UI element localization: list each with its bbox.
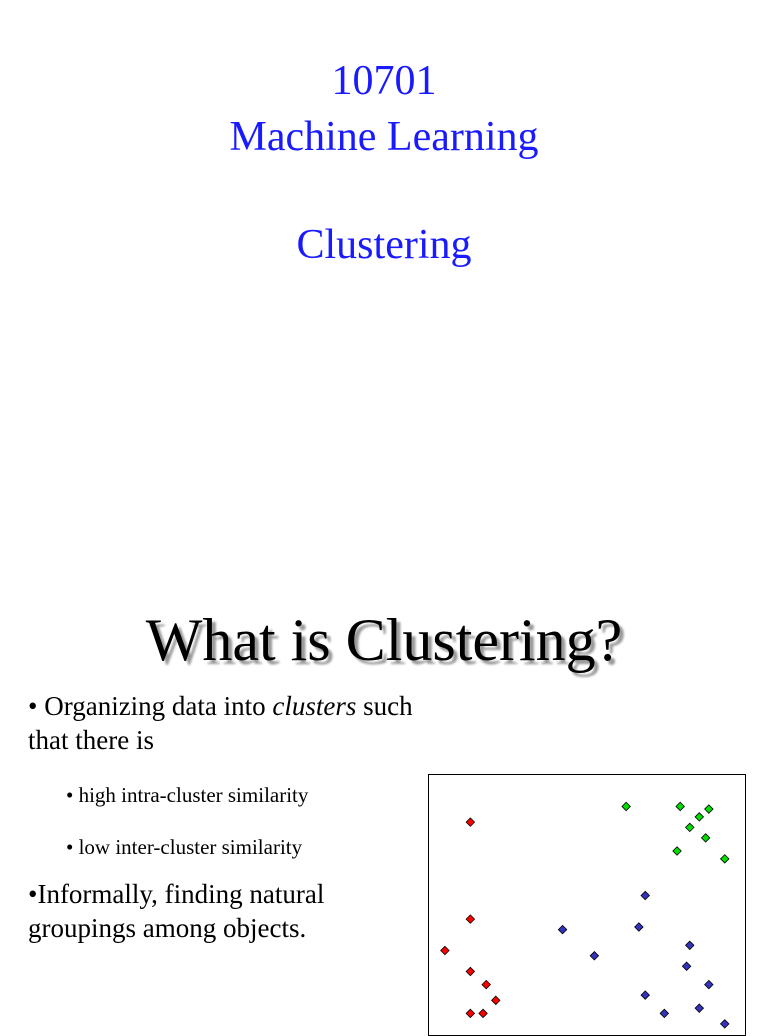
scatter-point-series2-4 xyxy=(686,941,694,949)
scatter-point-series1-6 xyxy=(673,847,681,855)
lecture-topic: Clustering xyxy=(296,222,472,268)
scatter-point-series2-5 xyxy=(682,962,690,970)
scatter-point-series1-5 xyxy=(701,834,709,842)
sub-bullet-intra-cluster: • high intra-cluster similarity xyxy=(66,783,309,807)
scatter-point-series0-5 xyxy=(492,996,500,1004)
bullet-text: • Organizing data into xyxy=(28,691,273,721)
bullet-text-continued: such that there is xyxy=(28,691,413,755)
title-slide xyxy=(0,0,768,512)
scatter-point-series2-7 xyxy=(641,991,649,999)
scatter-plot-canvas xyxy=(429,775,746,1036)
scatter-point-series0-2 xyxy=(441,946,449,954)
scatter-point-series0-3 xyxy=(466,967,474,975)
scatter-point-series0-6 xyxy=(466,1009,474,1017)
scatter-point-series2-0 xyxy=(641,891,649,899)
scatter-point-series0-1 xyxy=(466,915,474,923)
course-name: Machine Learning xyxy=(229,114,539,160)
scatter-point-series1-4 xyxy=(686,823,694,831)
bullet-organizing-data xyxy=(28,690,428,758)
cluster-scatter-plot xyxy=(428,774,746,1036)
scatter-point-series2-3 xyxy=(590,952,598,960)
scatter-point-series1-0 xyxy=(622,802,630,810)
scatter-point-series2-1 xyxy=(558,925,566,933)
what-is-clustering-slide xyxy=(0,512,768,1024)
sub-bullet-inter-cluster: • low inter-cluster similarity xyxy=(66,835,303,859)
bullet-informally: •Informally, finding natural groupings among objects. xyxy=(28,879,325,943)
scatter-point-series1-3 xyxy=(695,813,703,821)
scatter-point-series0-0 xyxy=(466,818,474,826)
slide-title: What is Clustering? xyxy=(145,607,623,673)
scatter-point-series2-9 xyxy=(660,1009,668,1017)
scatter-point-series0-7 xyxy=(479,1009,487,1017)
scatter-point-series1-1 xyxy=(676,802,684,810)
scatter-point-series1-2 xyxy=(705,805,713,813)
scatter-point-series2-2 xyxy=(635,923,643,931)
scatter-point-series2-6 xyxy=(705,980,713,988)
course-number: 10701 xyxy=(331,58,437,104)
scatter-point-series0-4 xyxy=(482,980,490,988)
clusters-emphasis: clusters xyxy=(272,691,357,721)
scatter-point-series1-7 xyxy=(721,855,729,863)
scatter-point-series2-8 xyxy=(695,1004,703,1012)
